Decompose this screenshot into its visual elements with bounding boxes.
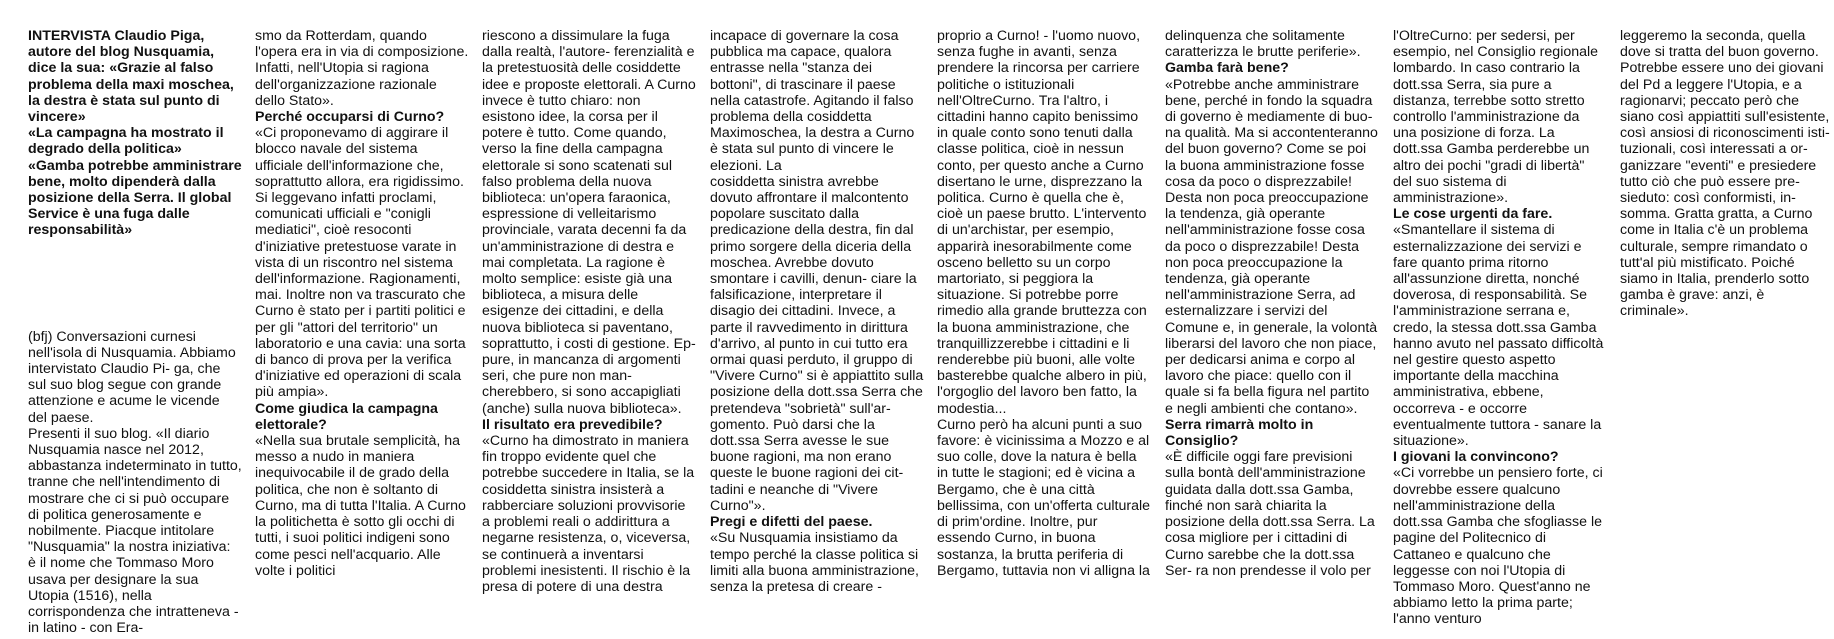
headline-text: «La campagna ha mostrato il degrado della politica» xyxy=(28,125,224,158)
interview-question: I giovani la convincono? xyxy=(1393,449,1559,466)
body-paragraph: leggeremo la seconda, quella dove si tratta del buon governo. Potrebbe essere uno dei giovani del Pd a leggere l'Utopia, e a ragionarvi; peccato però che siano così appiattiti sull'esistente, così ansiosi di riconoscimenti isti- tuzionali, così interessati a or- ganizzare "eventi" e presiedere tutto ciò che può essere pre- sieduto: così conformisti, in- somma. Gratta gratta, a Curno come in Italia c'è un problema culturale, sempre rimandato o tutt'al più mistificato. Poiché siamo in Italia, prenderlo sotto gamba è grave: anzi, è criminale». xyxy=(1620,28,1830,320)
body-paragraph: Presenti il suo blog. «Il diario Nusquamia nasce nel 2012, abbastanza indeterminato in tutto, tranne che nell'intendimento di mostrare che ci si può occupare di politica generosamente e nobilmente. Piacque intitolare "Nusquamia" la nostra iniziativa: è il nome che Tommaso Moro usava per designare la sua Utopia (1516), nella corrispondenza che intratteneva - in latino - con Era- xyxy=(28,425,242,637)
interview-question: Le cose urgenti da fare. xyxy=(1393,206,1553,223)
headline-text: «Gamba potrebbe amministrare bene, molto dipenderà dalla posizione della Serra. Il global Service è una fuga dalle responsabilità» xyxy=(28,157,242,239)
body-paragraph: l'OltreCurno: per sedersi, per esempio, nel Consiglio regionale lombardo. In caso contrario la dott.ssa Serra, sia pure a distanza, terrebbe sotto stretto controllo l'amministrazione da una posizione di forza. La dott.ssa Gamba perderebbe un altro dei pochi "gradi di libertà" del suo sistema di amministrazione». xyxy=(1393,28,1599,207)
body-paragraph: «Potrebbe anche amministrare bene, perché in fondo la squadra di governo è mediamente di buo- na qualità. Ma si accontenteranno del buon governo? Come se poi la buona amministrazione fosse cosa da poco o disprezzabile! Desta non poca preoccupazione la tendenza, già operante nell'amministrazione fosse cosa da poco o disprezzabile! Desta non poca preoccupazione la tendenza, già operante nell'amministrazione Serra, ad esternalizzare i servizi del Comune e, in generale, la volontà liberarsi del lavoro che non piace, per dedicarsi anima e corpo al lavoro che piace: quello con il quale si fa bella figura nel partito e negli ambienti che contano». xyxy=(1165,76,1378,417)
interview-question: Pregi e difetti del paese. xyxy=(710,514,873,531)
body-paragraph: «È difficile oggi fare previsioni sulla bontà dell'amministrazione guidata dalla dott.ssa Gamba, finché non sarà chiarita la posizione della dott.ssa Serra. La cosa migliore per i cittadini di Curno sarebbe che la dott.ssa Ser- ra non prendesse il volo per xyxy=(1165,449,1375,579)
article-column-7 xyxy=(1393,28,1607,639)
body-paragraph: riescono a dissimulare la fuga dalla realtà, l'autore- ferenzialità e la pretestuosità delle cosiddette idee e proposte elettorali. A Curno invece è tutto chiaro: non esistono idee, la corsa per il potere è tutto. Come quando, verso la fine della campagna elettorale si sono scatenati sul falso problema della nuova biblioteca: un'opera faraonica, espressione di velleitarismo provinciale, varata decenni fa da un'amministrazione di destra e mai completata. La ragione è molto semplice: esiste già una biblioteca, a misura delle esigenze dei cittadini, e della nuova biblioteca si paventano, soprattutto, i costi di gestione. Ep- pure, in mancanza di argomenti seri, che pure non man- cherebbero, si sono accapigliati (anche) sulla nuova biblioteca». xyxy=(482,28,696,417)
interview-question: Perché occuparsi di Curno? xyxy=(255,109,445,126)
interview-question: Serra rimarrà molto in Consiglio? xyxy=(1165,416,1314,450)
article-column-4 xyxy=(710,28,924,639)
body-paragraph: smo da Rotterdam, quando l'opera era in via di composizione. Infatti, nell'Utopia si ragiona dell'organizzazione razionale dello Stato». xyxy=(255,28,469,109)
body-paragraph: (bfj) Conversazioni curnesi nell'isola di Nusquamia. Abbiamo intervistato Claudio Pi- ga, che sul suo blog segue con grande attenzione e acume le vicende del paese. xyxy=(28,328,236,426)
body-paragraph: «Su Nusquamia insistiamo da tempo perché la classe politica si limiti alla buona amministrazione, senza la pretesa di creare - xyxy=(710,530,919,595)
body-paragraph: Curno però ha alcuni punti a suo favore: è vicinissima a Mozzo e al suo colle, dove la natura è bella in tutte le stagioni; ed è vicina a Bergamo, che è una città bellissima, con un'offerta culturale di prim'ordine. Inoltre, pur essendo Curno, in buona sostanza, la brutta periferia di Bergamo, tuttavia non vi alligna la xyxy=(937,416,1151,579)
article-column-3 xyxy=(482,28,696,639)
body-paragraph: incapace di governare la cosa pubblica ma capace, qualora entrasse nella "stanza dei bottoni", di trascinare il paese nella catastrofe. Agitando il falso problema della cosiddetta Maximoschea, la destra a Curno è stata sul punto di vincere le elezioni. La xyxy=(710,28,915,174)
article-column-5 xyxy=(937,28,1151,639)
article-column-8 xyxy=(1620,28,1834,639)
headline-text: INTERVISTA Claudio Piga, autore del blog Nusquamia, dice la sua: «Grazie al falso problema della maxi moschea, la destra è stata sul punto di vincere» xyxy=(28,28,234,126)
article-column-6 xyxy=(1165,28,1379,639)
body-paragraph: «Curno ha dimostrato in maniera fin troppo evidente quel che potrebbe succedere in Italia, se la cosiddetta sinistra insisterà a rabberciare soluzioni provvisorie a problemi reali o addirittura a negarne resistenza, o, viceversa, se continuerà a inventarsi problemi inesistenti. Il rischio è la presa di potere di una destra xyxy=(482,433,695,595)
body-paragraph: «Ci proponevamo di aggirare il blocco navale del sistema ufficiale dell'informazione che, soprattutto allora, era rigidissimo. Si leggevano infatti proclami, comunicati ufficiali e "conigli mediatici", cioè resoconti d'iniziative pretestuose varate in vista di un riscontro nel sistema dell'informazione. Ragionamenti, mai. Inoltre non va trascurato che Curno è stato per i partiti politici e per gli "attori del territorio" un laboratorio e una cavia: una sorta di banco di prova per la verifica d'iniziative ed operazioni di scala più ampia». xyxy=(255,125,466,401)
body-paragraph: delinquenza che solitamente caratterizza le brutte periferie». xyxy=(1165,28,1361,61)
interview-question: Il risultato era prevedibile? xyxy=(482,416,663,433)
body-paragraph: proprio a Curno! - l'uomo nuovo, senza fughe in avanti, senza prendere la rincorsa per carriere politiche o istituzionali nell'OltreCurno. Tra l'altro, i cittadini hanno capito benissimo in quale conto sono tenuti dalla classe politica, cioè in nessun conto, per questo anche a Curno disertano le urne, disprezzano la politica. Curno è quella che è, cioè un paese brutto. L'intervento di un'archistar, per esempio, apparirà inesorabilmente come osceno belletto su un corpo martoriato, si peggiora la situazione. Si potrebbe porre rimedio alla grande bruttezza con la buona amministrazione, che tranquillizzerebbe i cittadini e li renderebbe più buoni, alle volte basterebbe qualche albero in più, l'orgoglio del lavoro ben fatto, la modestia... xyxy=(937,28,1147,417)
body-paragraph: «Ci vorrebbe un pensiero forte, ci dovrebbe essere qualcuno nell'amministrazione della dott.ssa Gamba che sfogliasse le pagine del Politecnico di Cattaneo e qualcuno che leggesse con noi l'Utopia di Tommaso Moro. Quest'anno ne abbiamo letto la prima parte; l'anno venturo xyxy=(1393,465,1603,628)
body-paragraph: «Smantellare il sistema di esternalizzazione dei servizi e fare quanto prima ritorno all'assunzione diretta, nonché doverosa, di responsabilità. Se l'amministrazione serrana e, credo, la stessa dott.ssa Gamba hanno avuto nel passato difficoltà nel gestire questo aspetto importante della macchina amministrativa, ebbene, occorreva - e occorre eventualmente tuttora - sanare la situazione». xyxy=(1393,222,1604,450)
article-column-1 xyxy=(28,28,242,639)
body-paragraph: «Nella sua brutale semplicità, ha messo a nudo in maniera inequivocabile il de grado della politica, che non è soltanto di Curno, ma di tutta l'Italia. A Curno la politichetta è sotto gli occhi di tutti, i suoi politici indigeni sono come pesci nell'acquario. Alle volte i politici xyxy=(255,433,466,579)
article-column-2 xyxy=(255,28,469,639)
body-paragraph: cosiddetta sinistra avrebbe dovuto affrontare il malcontento popolare suscitato dalla predicazione della destra, fin dal primo sorgere della diceria della moschea. Avrebbe dovuto smontare i cavilli, denun- ciare la falsificazione, interpretare il disagio dei cittadini. Invece, a parte il ravvedimento in dirittura d'arrivo, al punto in cui tutto era ormai quasi perduto, il gruppo di "Vivere Curno" si è appiattito sulla posizione della dott.ssa Serra che pretendeva "sobrietà" sull'ar- gomento. Può darsi che la dott.ssa Serra avesse le sue buone ragioni, ma non erano queste le buone ragioni dei cit- tadini e neanche di "Vivere Curno"». xyxy=(710,173,924,514)
interview-question: Gamba farà bene? xyxy=(1165,60,1289,77)
interview-question: Come giudica la campagna elettorale? xyxy=(255,400,438,433)
column-spacer xyxy=(28,239,242,329)
